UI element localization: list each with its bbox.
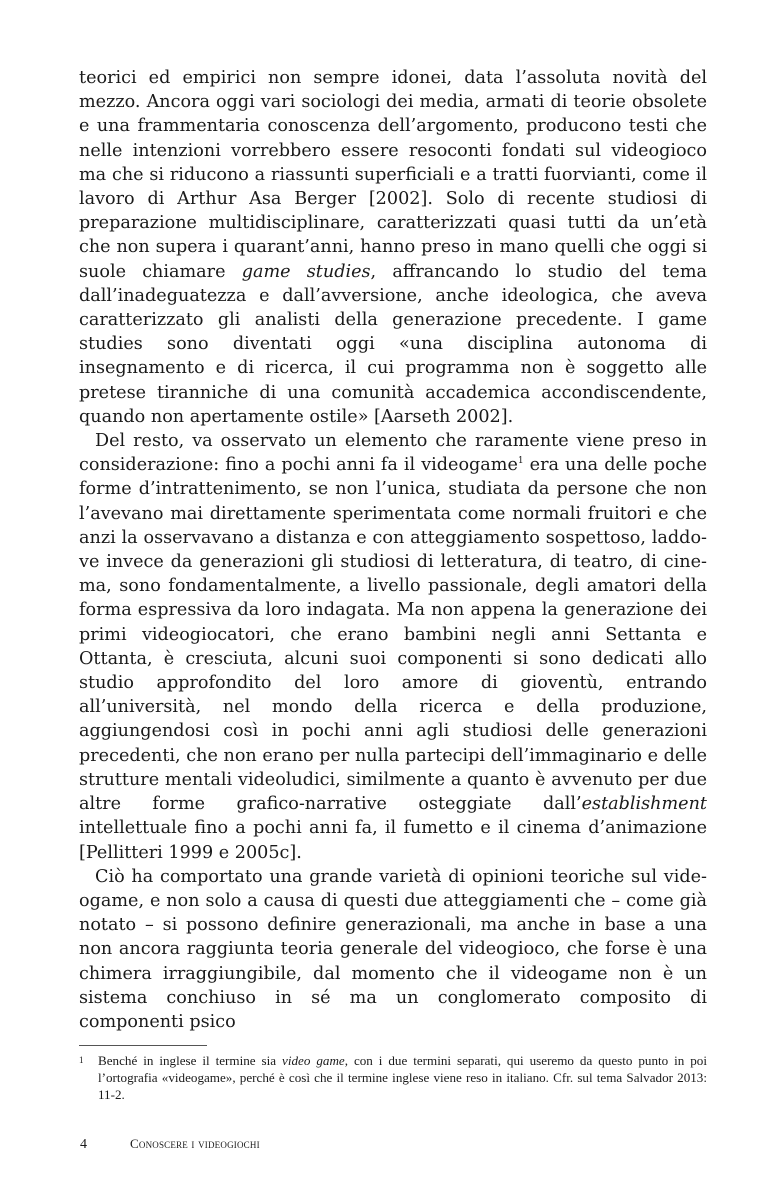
- paragraph: [79, 865, 707, 1034]
- text-run: era una delle poche forme d’intrattenimento, se non l’unica, studiata da persone che non l’avevano mai direttamente sperimentata come normali fruitori e che anzi la osservavano a distanza e con atteggiamento sospettoso, laddove invece da generazioni gli studiosi di letteratura, di teatro, di cinema, sono fondamentalmente, a livello passionale, degli amatori della forma espressiva da loro indagata. Ma non appena la generazione dei primi videogiocatori, che erano bambini negli anni Settanta e Ottanta, è cresciuta, alcuni suoi componenti si sono dedicati allo studio approfondito del loro amore di gioventù, entrando all’università, nel mondo della ricerca e della produzione, aggiungendosi così in pochi anni agli studiosi delle generazioni precedenti, che non erano per nulla partecipi dell’immaginario e delle strutture mentali videoludici, similmente a quanto è avvenuto per due altre forme grafico-narrative osteggiate dall’: [79, 455, 708, 815]
- italic-term: video game: [282, 1053, 345, 1068]
- text-run: Ciò ha comportato una grande varietà di opinioni teoriche sul videogame, e non solo a causa di questi due atteggiamenti che – come già notato – si possono definire generazionali, ma anche in base a una non ancora raggiunta teoria generale del videogioco, che forse è una chimera irraggiungibile, dal momento che il videogame non è un sistema conchiuso in sé ma un conglomerato composito di componenti psico: [79, 866, 707, 1032]
- text-run: , con i due termini separati, qui useremo da questo punto in poi l’ortografia «videogame», perché è così che il termine inglese viene reso in italiano. Cfr. sul tema Salvador 2013: 11-2.: [98, 1053, 707, 1103]
- text-run: intellettuale fino a pochi anni fa, il fumetto e il cinema d’animazione [Pellitteri 1999 e 2005c].: [79, 818, 707, 863]
- paragraph: [79, 429, 707, 865]
- page-footer: [80, 1136, 260, 1153]
- text-run: Benché in inglese il termine sia: [98, 1053, 283, 1068]
- footnote-text: [98, 1052, 707, 1104]
- text-run: , affrancando lo studio del tema dall’inadeguatezza e dall’avversione, anche ideologica, che aveva caratterizzato gli analisti della generazione precedente. I game studies sono diventati oggi «una disciplina autonoma di insegnamento e di ricerca, il cui programma non è soggetto alle pretese tiranniche di una comunità accademica accondiscendente, quando non apertamente ostile» [Aarseth 2002].: [79, 261, 707, 427]
- italic-term: establishment: [581, 794, 707, 815]
- footnote: [79, 1052, 707, 1104]
- text-run: Del resto, va osservato un elemento che raramente viene preso in considerazione: fino a pochi anni fa il videogame: [79, 431, 707, 476]
- paragraph: [79, 66, 707, 429]
- footnote-reference: 1: [517, 456, 524, 467]
- main-text: [79, 66, 707, 1034]
- italic-term: game studies: [241, 261, 371, 282]
- text-run: teorici ed empirici non sempre idonei, data l’assoluta novità del mezzo. Ancora oggi vari sociologi dei media, armati di teorie obsolete e una frammentaria conoscenza dell’argomento, producono testi che nelle intenzioni vorrebbero essere resoconti fondati sul videogioco ma che si riducono a riassunti superficiali e a tratti fuorvianti, come il lavoro di Arthur Asa Berger [2002]. Solo di recente studiosi di preparazione multidisciplinare, caratterizzati quasi tutti da un’età che non supera i quarant’anni, hanno preso in mano quelli che oggi si suole chiamare: [79, 68, 707, 282]
- footnote-separator: [79, 1045, 207, 1046]
- page-number: 4: [80, 1137, 87, 1152]
- footnote-marker: 1: [79, 1055, 84, 1065]
- running-title: Conoscere i videogiochi: [130, 1136, 260, 1151]
